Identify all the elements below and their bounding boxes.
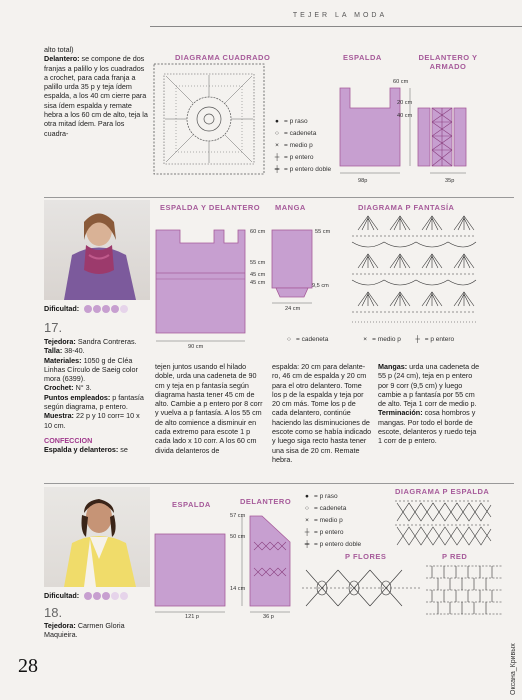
p-flores-title: P FLORES	[345, 552, 387, 561]
espalda-title-top: ESPALDA	[343, 53, 382, 62]
running-header: TEJER LA MODA	[292, 12, 388, 19]
difficulty-rating-17	[84, 304, 129, 313]
dim-a60: 60 cm	[250, 229, 266, 235]
dim-a55: 55 cm	[250, 260, 266, 266]
top-text-block	[44, 45, 148, 138]
legend-item: ○ = cadeneta	[287, 336, 329, 343]
text-line: alto total)	[44, 45, 74, 54]
legend-18	[300, 491, 361, 551]
fantasia-stitch-chart	[350, 212, 478, 330]
legend-top	[270, 116, 331, 176]
dim-121p: 121 p	[185, 614, 199, 620]
pattern-specs-18: Tejedora: Carmen Gloria Maquieira.	[44, 621, 125, 640]
p-flores-stitch-chart	[300, 562, 422, 614]
dim-36p: 36 p	[263, 614, 274, 620]
espalda-delantero-title: ESPALDA Y DELANTERO	[160, 203, 261, 212]
legend-item: ● = p raso	[275, 118, 308, 125]
page-number: 28	[18, 655, 38, 677]
dim-14cm: 14 cm	[230, 586, 246, 592]
dim-98p: 98p	[358, 178, 368, 184]
header-rule	[150, 26, 522, 27]
dificultad-18: Dificultad:	[44, 591, 129, 600]
diagrama-p-espalda-title: DIAGRAMA P ESPALDA	[395, 487, 490, 496]
delantero-armado-title: DELANTERO Y ARMADO	[418, 53, 478, 71]
dim-m24: 24 cm	[285, 306, 301, 312]
dim-60cm-top: 60 cm	[393, 79, 409, 85]
diagrama-fantasia-title: DIAGRAMA P FANTASÍA	[358, 203, 455, 212]
delantero-title-18: DELANTERO	[240, 497, 292, 506]
pattern-number-18: 18.	[44, 605, 63, 620]
p-espalda-stitch-chart	[393, 497, 493, 549]
dim-a45b: 45 cm	[250, 280, 266, 286]
legend-item: × = medio p	[275, 142, 313, 149]
model-photo-17	[44, 200, 150, 300]
instructions-col2: espalda: 20 cm para delante-ro, 46 cm de espalda y 20 cm para el otro delantero. Tome los p de la espalda y teja por 20 cm más. Tome los p de cada delantero, continúe haciendo las disminuciones de escote como se había indicado y luego siga recto hasta tener una sisa de 20 cm. Remate hebra.	[272, 362, 372, 464]
section-divider	[44, 483, 514, 484]
confeccion-heading: CONFECCION	[44, 435, 93, 445]
watermark-text: Оксана_Кривых	[510, 643, 517, 695]
p-red-stitch-chart	[424, 562, 504, 622]
dim-m55: 55 cm	[315, 229, 331, 235]
legend-item: ┼ = p entero	[415, 336, 455, 343]
espalda-delantero-18-schematic	[150, 508, 295, 618]
manga-title: MANGA	[275, 203, 306, 212]
legend-item: ┼ = p entero	[274, 154, 314, 161]
legend-item: ○ = cadeneta	[275, 130, 317, 137]
legend-17	[282, 334, 454, 346]
delantero-body: se compone de dos franjas a palillo y los cuadrados a crochet, para cada franja a palillo urda 35 p y teja ídem espalda, a los 40 cm cierre para sisa ídem espalda y remate hebra a los 60 cm de alto, teja la otra mitad ídem. Para los cuadra-	[44, 54, 148, 138]
p-red-title: P RED	[442, 552, 468, 561]
legend-item: ╪ = p entero doble	[274, 166, 332, 173]
espalda-title-18: ESPALDA	[172, 500, 211, 509]
dim-20cm-top: 20 cm	[397, 100, 413, 106]
pattern-specs-17: Tejedora: Sandra Contreras. Talla: 38-40. Materiales: 1050 g de Cléa Linhas Círculo de Saeig color mora (6399). Crochet: N° 3. Puntos empleados: p fantasía según diagrama, p entero. Muestra: 22 p y 10 corr= 10 x 10 cm. CONFECCION Espalda y delanteros: se	[44, 337, 148, 455]
dim-a90: 90 cm	[188, 344, 204, 350]
diagrama-cuadrado-title: DIAGRAMA CUADRADO	[175, 53, 271, 62]
dim-35p: 35p	[445, 178, 455, 184]
legend-item: ● = p raso	[305, 493, 338, 500]
legend-item: × = medio p	[305, 517, 343, 524]
dim-m95: 9,5 cm	[312, 283, 329, 289]
espalda-delantero-schematic	[330, 78, 510, 188]
delantero-label: Delantero:	[44, 54, 80, 64]
legend-item: ┼ = p entero	[304, 529, 344, 536]
difficulty-rating-18	[84, 591, 129, 600]
dim-57cm: 57 cm	[230, 513, 246, 519]
model-photo-18	[44, 487, 150, 587]
instructions-col1: tejen juntos usando el hilado doble, urda una cadeneta de 90 cm y teja en p fantasía según diagrama hasta tener 45 cm de alto. Cambie a p entero por 8 corr y vuelva a p fantasía. A los 55 cm de alto comience a disminuir en cada extremo para escote 1 p cada lado x 10 corr. A los 60 cm divida delanteros de	[155, 362, 263, 455]
section-divider	[44, 197, 514, 198]
pattern-number-17: 17.	[44, 320, 63, 335]
dificultad-17: Dificultad:	[44, 304, 129, 313]
diagrama-cuadrado-chart	[152, 62, 267, 177]
legend-item: ╪ = p entero doble	[304, 541, 362, 548]
legend-item: ○ = cadeneta	[305, 505, 347, 512]
instructions-col3: Mangas: urda una cadeneta de 55 p (24 cm), teja en p entero por 9 corr (9,5 cm) y luego cambie a p fantasía por 55 cm de alto. Teja 1 corr de medio p. Terminación: cosa hombros y mangas. Por todo el borde de escote, delanteros y ruedo teja 1 corr de p entero.	[378, 362, 480, 446]
dim-40cm-top: 40 cm	[397, 113, 413, 119]
legend-item: × = medio p	[363, 336, 401, 343]
dim-50cm: 50 cm	[230, 534, 246, 540]
dim-a45: 45 cm	[250, 272, 266, 278]
